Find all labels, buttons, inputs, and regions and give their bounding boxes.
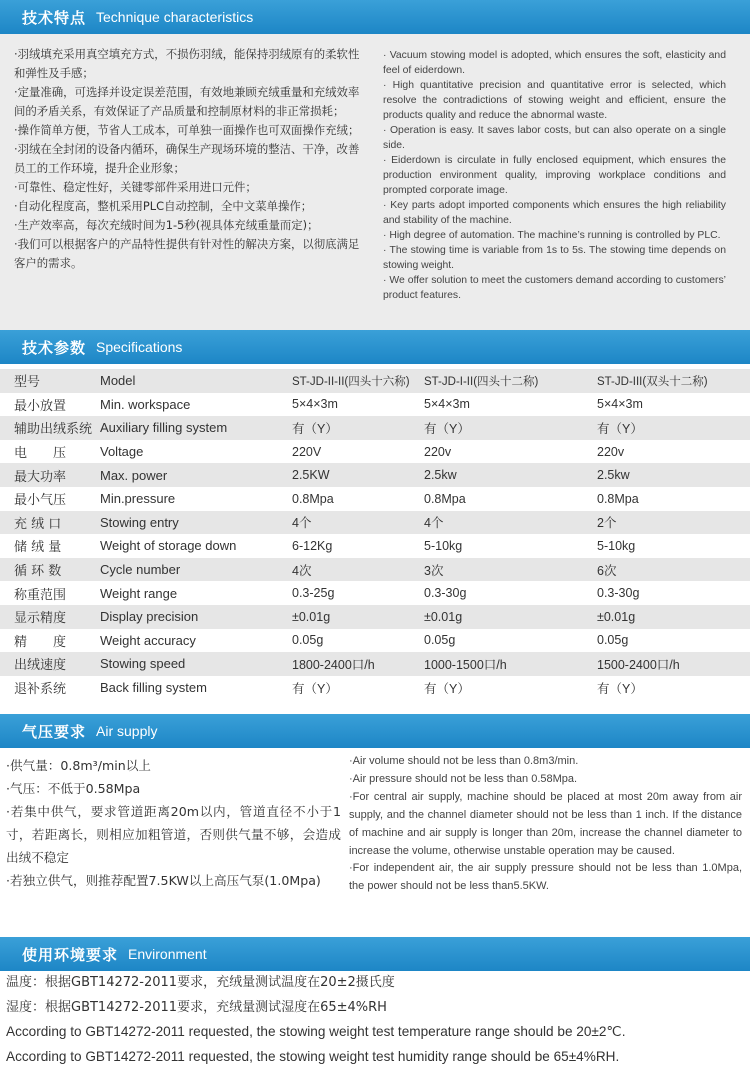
model-2-cell: 1000-1500口/h [424,657,507,672]
model-3-cell: 220v [597,444,625,459]
air-title-en: Air supply [96,723,158,739]
table-row [0,558,750,582]
model-3-cell: 有（Y） [597,421,643,436]
model-2-cell: 2.5kw [424,468,457,483]
row-label-en: Display precision [100,609,199,625]
technique-en-item: · Eiderdown is circulate in fully enclosed equipment, which ensures the production environment quality, improving workplace conditions and prompted corporate image. [383,155,726,196]
model-1-cell: 0.3-25g [292,586,335,601]
technique-zh-item: ·自动化程度高，整机采用PLC自动控制，全中文菜单操作； [14,199,313,213]
model-2-cell: 4个 [424,516,444,531]
model-2-cell: 5×4×3m [424,397,470,412]
technique-zh-item: ·定量准确，可选择并设定误差范围，有效地兼顾充绒重量和充绒效率间的矛盾关系，有效保证了产品质量和控制原材料的非正常损耗； [14,85,360,118]
env-line-zh: 温度：根据GBT14272-2011要求，充绒量测试温度在20±2摄氏度 [6,975,395,990]
technique-zh-item: ·我们可以根据客户的产品特性提供有针对性的解决方案，以彻底满足客户的需求。 [14,237,360,270]
specs-header [0,330,750,364]
env-title-zh: 使用环境要求 [22,945,119,964]
air-section [0,748,750,921]
technique-en-item: · The stowing time is variable from 1s to 5s. The stowing time depends on stowing weight. [383,245,726,271]
specs-table [0,369,750,699]
model-3-cell: 0.8Mpa [597,491,639,506]
model-3-cell: 5-10kg [597,538,636,553]
technique-en-item: · We offer solution to meet the customers demand according to customers’ product features. [383,275,726,301]
row-label-en: Stowing entry [100,514,179,530]
air-zh-item: ·若独立供气，则推荐配置7.5KW以上高压气泵(1.0Mpa) [6,873,321,888]
model-2-cell: 5-10kg [424,538,463,553]
model-1-cell: 220V [292,444,322,459]
technique-title-en: Technique characteristics [96,9,254,25]
model-2-cell: 0.8Mpa [424,491,466,506]
env-line-en: According to GBT14272-2011 requested, the stowing weight test humidity range should be 65±4%RH. [6,1048,620,1064]
air-en-item: ·For central air supply, machine should be placed at most 20m away from air supply, and the channel diameter should not be less than 1 inch. If the distance of machine and air supply is longer than 20m, increase the channel diameter to increase the volume, otherwise unstable operation may be caused. [349,790,742,857]
model-3-cell: 0.05g [597,633,629,648]
row-label-en: Weight accuracy [100,632,196,648]
row-label-en: Min. workspace [100,396,191,412]
table-row [0,511,750,535]
model-2-cell: 220v [424,444,452,459]
air-header [0,714,750,748]
technique-zh-column [0,34,375,330]
model-1-cell: ST-JD-II-II(四头十六称) [292,375,410,388]
model-2-cell: ST-JD-I-II(四头十二称) [424,375,539,388]
row-label-zh: 充 绒 口 [14,516,62,532]
model-1-cell: 2.5KW [292,468,330,483]
row-label-zh: 最小气压 [14,493,67,509]
air-title-zh: 气压要求 [22,722,87,741]
row-label-zh: 最小放置 [14,398,67,414]
model-3-cell: ±0.01g [597,609,636,624]
row-label-zh: 显示精度 [14,611,67,627]
model-3-cell: 2个 [597,516,617,531]
model-3-cell: 5×4×3m [597,397,643,412]
air-en-column [345,748,750,921]
air-en-item: ·Air volume should not be less than 0.8m3/min. [349,755,579,767]
technique-zh-item: ·可靠性、稳定性好，关键零部件采用进口元件； [14,180,257,194]
model-1-cell: 1800-2400口/h [292,657,375,672]
technique-en-item: · Key parts adopt imported components which ensures the high reliability and stability of the machine. [383,200,726,226]
row-label-zh: 出绒速度 [14,658,67,674]
row-label-en: Max. power [100,467,168,483]
table-row [0,369,750,393]
model-1-cell: 0.05g [292,633,324,648]
model-2-cell: 0.3-30g [424,586,467,601]
model-1-cell: ±0.01g [292,609,331,624]
technique-zh-item: ·羽绒填充采用真空填充方式，不损伤羽绒，能保持羽绒原有的柔软性和弹性及手感； [14,47,360,80]
model-1-cell: 4次 [292,563,312,578]
row-label-en: Weight of storage down [100,538,237,554]
model-2-cell: 有（Y） [424,421,470,436]
env-section [0,971,750,1069]
model-3-cell: 6次 [597,563,617,578]
row-label-zh: 退补系统 [14,682,67,698]
air-en-item: ·For independent air, the air supply pressure should not be less than 1.0Mpa, the power should not be less than5.5KW. [349,862,742,893]
table-row [0,629,750,653]
env-line-zh: 湿度：根据GBT14272-2011要求，充绒量测试湿度在65±4%RH [6,999,387,1015]
row-label-en: Stowing speed [100,656,186,672]
air-en-item: ·Air pressure should not be less than 0.58Mpa. [349,772,578,785]
technique-en-item: · Vacuum stowing model is adopted, which ensures the soft, elasticity and feel of eiderdown. [383,50,726,76]
env-title-en: Environment [128,946,207,962]
model-3-cell: ST-JD-III(双头十二称) [597,375,708,388]
specs-title-en: Specifications [96,339,183,355]
row-label-zh: 储 绒 量 [14,540,62,556]
model-3-cell: 0.3-30g [597,586,640,601]
table-row [0,605,750,629]
specs-title-zh: 技术参数 [22,338,87,357]
row-label-zh: 电 压 [14,446,67,462]
env-header [0,937,750,971]
model-1-cell: 有（Y） [292,421,338,436]
row-label-en: Model [100,373,136,389]
table-row [0,487,750,511]
air-zh-item: ·供气量：0.8m³/min以上 [6,758,151,773]
technique-en-item: · Operation is easy. It saves labor costs, but can also operate on a single side. [383,125,726,151]
air-zh-item: ·若集中供气，要求管道距离20m以内，管道直径不小于1寸，若距离长，则相应加粗管道，否则供气量不够，会造成出绒不稳定 [6,804,341,865]
row-label-en: Min.pressure [100,491,176,507]
row-label-zh: 辅助出绒系统 [14,422,93,438]
technique-en-column [375,34,750,330]
technique-zh-item: ·操作简单方便，节省人工成本，可单独一面操作也可双面操作充绒； [14,123,360,137]
row-label-zh: 称重范围 [14,587,67,603]
model-3-cell: 1500-2400口/h [597,657,680,672]
technique-title-zh: 技术特点 [22,8,87,27]
row-label-en: Cycle number [100,562,181,578]
table-row [0,581,750,605]
table-row [0,676,750,700]
model-1-cell: 6-12Kg [292,538,333,553]
row-label-en: Back filling system [100,680,207,696]
table-row [0,463,750,487]
row-label-zh: 型号 [14,375,41,391]
env-line-en: According to GBT14272-2011 requested, the stowing weight test temperature range should be 20±2℃. [6,1024,626,1039]
model-1-cell: 4个 [292,516,312,531]
model-3-cell: 2.5kw [597,468,630,483]
table-row [0,393,750,417]
row-label-zh: 精 度 [14,634,67,650]
model-1-cell: 5×4×3m [292,397,338,412]
row-label-en: Auxiliary filling system [100,420,228,436]
model-2-cell: 3次 [424,563,444,578]
model-2-cell: 有（Y） [424,681,470,696]
model-2-cell: 0.05g [424,633,456,648]
technique-en-item: · High degree of automation. The machine’s running is controlled by PLC. [383,230,721,241]
air-zh-column [0,748,345,921]
technique-header [0,0,750,34]
technique-en-item: · High quantitative precision and quantitative error is selected, which resolve the contradictions of stowing weight and efficient, ensure the products quality and reduce the abnormal waste. [383,80,726,121]
row-label-zh: 循 环 数 [14,564,62,580]
row-label-en: Weight range [100,585,178,601]
row-label-zh: 最大功率 [14,469,67,485]
technique-section [0,34,750,330]
technique-zh-item: ·生产效率高，每次充绒时间为1-5秒(视具体充绒重量而定)； [14,218,319,232]
model-1-cell: 有（Y） [292,681,338,696]
technique-zh-item: ·羽绒在全封闭的设备内循环，确保生产现场环境的整洁、干净，改善员工的工作环境，提升企业形象； [14,142,360,175]
table-row [0,416,750,440]
model-2-cell: ±0.01g [424,609,463,624]
model-1-cell: 0.8Mpa [292,491,334,506]
table-row [0,534,750,558]
model-3-cell: 有（Y） [597,681,643,696]
table-row [0,440,750,464]
air-zh-item: ·气压：不低于0.58Mpa [6,781,141,796]
row-label-en: Voltage [100,444,144,460]
table-row [0,652,750,676]
